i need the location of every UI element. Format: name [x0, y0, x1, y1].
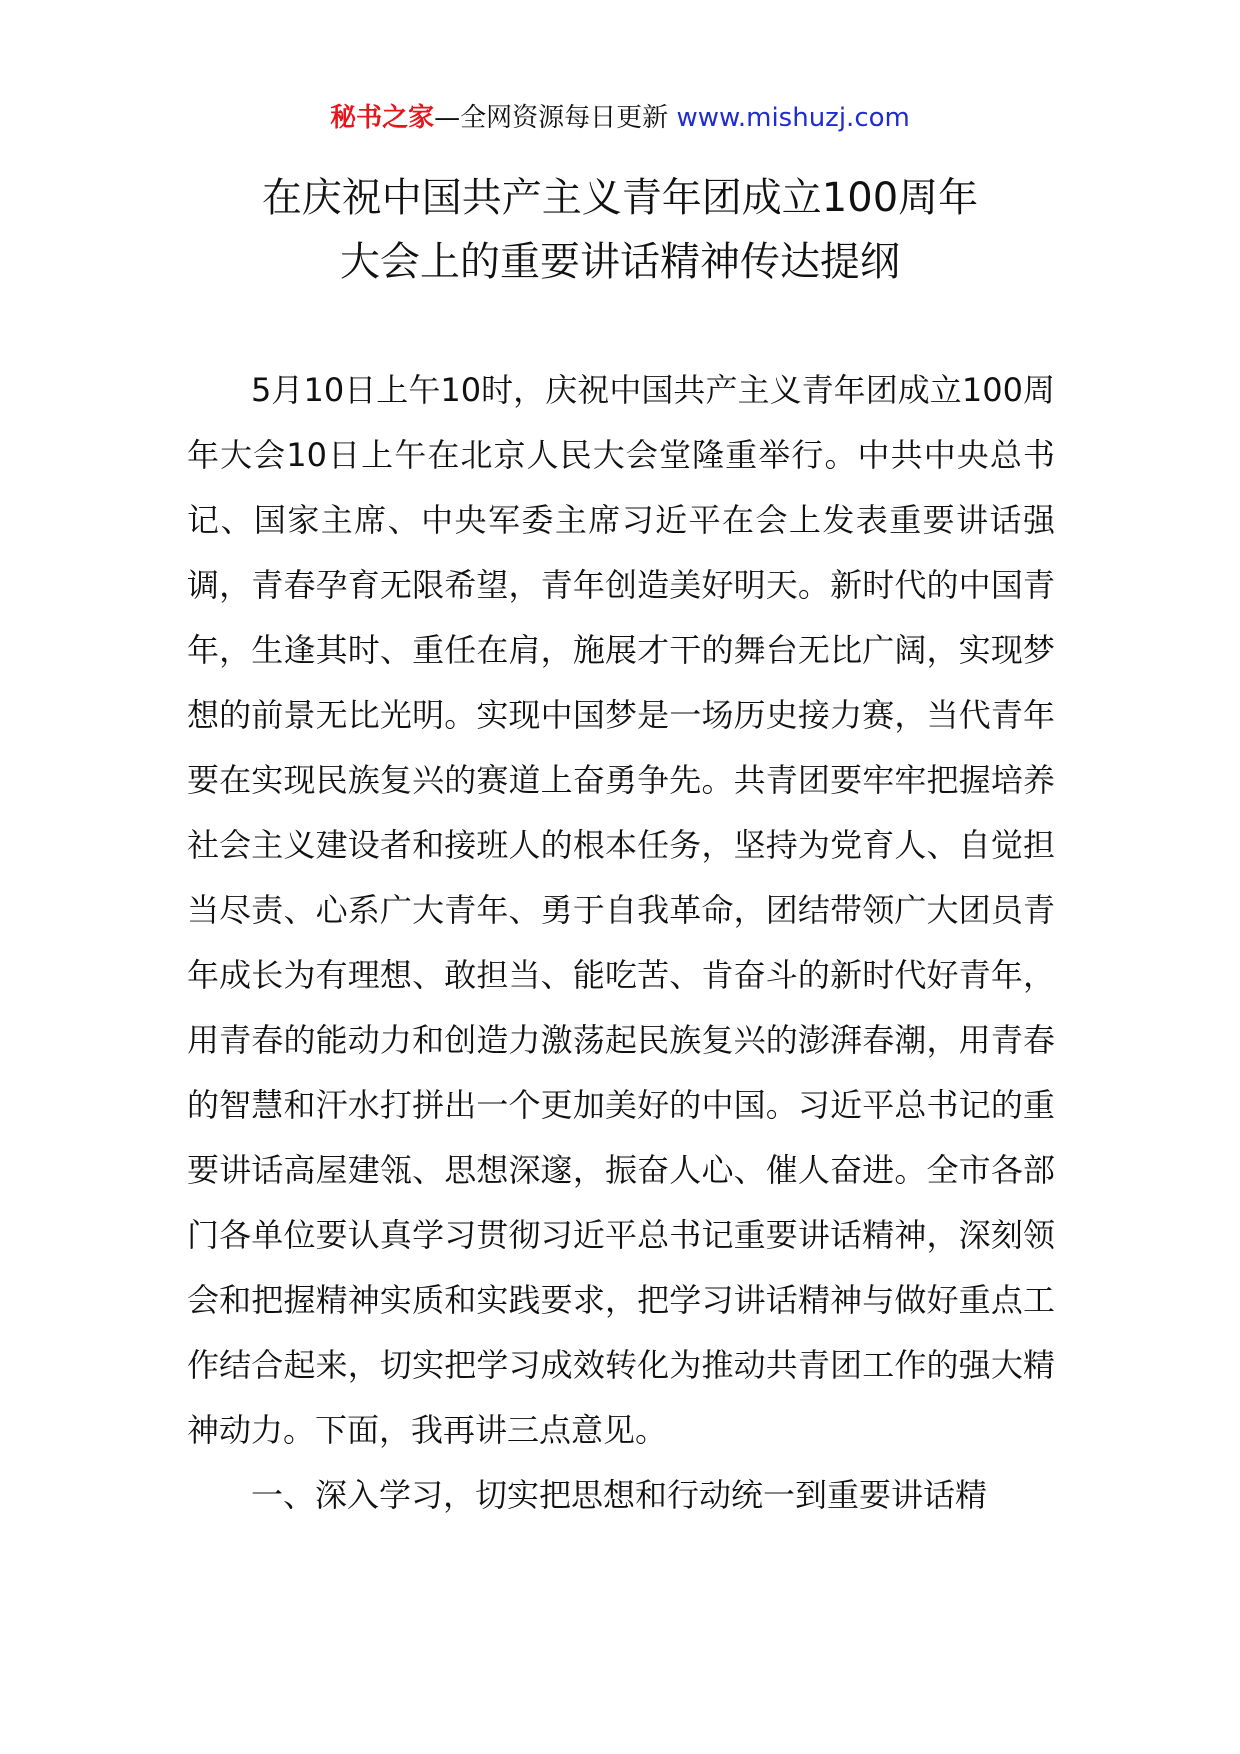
document-title [120, 166, 1120, 294]
title-line-1: 在庆祝中国共产主义青年团成立100周年 [261, 175, 979, 221]
title-line-2: 大会上的重要讲话精神传达提纲 [340, 239, 900, 285]
header-banner [0, 98, 1240, 138]
site-link[interactable]: www.mishuzj.com [676, 103, 910, 133]
header-slogan: —全网资源每日更新 [434, 103, 669, 133]
body-paragraph-1: 5月10日上午10时，庆祝中国共产主义青年团成立100周年大会10日上午在北京人民大会堂隆重举行。中共中央总书记、国家主席、中央军委主席习近平在会上发表重要讲话强调，青春孕育无限希望，青年创造美好明天。新时代的中国青年，生逢其时、重任在肩，施展才干的舞台无比广阔，实现梦想的前景无比光明。实现中国梦是一场历史接力赛，当代青年要在实现民族复兴的赛道上奋勇争先。共青团要牢牢把握培养社会主义建设者和接班人的根本任务，坚持为党育人、自觉担当尽责、心系广大青年、勇于自我革命，团结带领广大团员青年成长为有理想、敢担当、能吃苦、肯奋斗的新时代好青年，用青春的能动力和创造力激荡起民族复兴的澎湃春潮，用青春的智慧和汗水打拼出一个更加美好的中国。习近平总书记的重要讲话高屋建瓴、思想深邃，振奋人心、催人奋进。全市各部门各单位要认真学习贯彻习近平总书记重要讲话精神，深刻领会和把握精神实质和实践要求，把学习讲话精神与做好重点工作结合起来，切实把学习成效转化为推动共青团工作的强大精神动力。下面，我再讲三点意见。 [187, 371, 1055, 1449]
body-paragraph-2: 一、深入学习，切实把思想和行动统一到重要讲话精 [251, 1476, 988, 1514]
document-body [187, 358, 1055, 1528]
brand-name: 秘书之家 [330, 103, 435, 133]
